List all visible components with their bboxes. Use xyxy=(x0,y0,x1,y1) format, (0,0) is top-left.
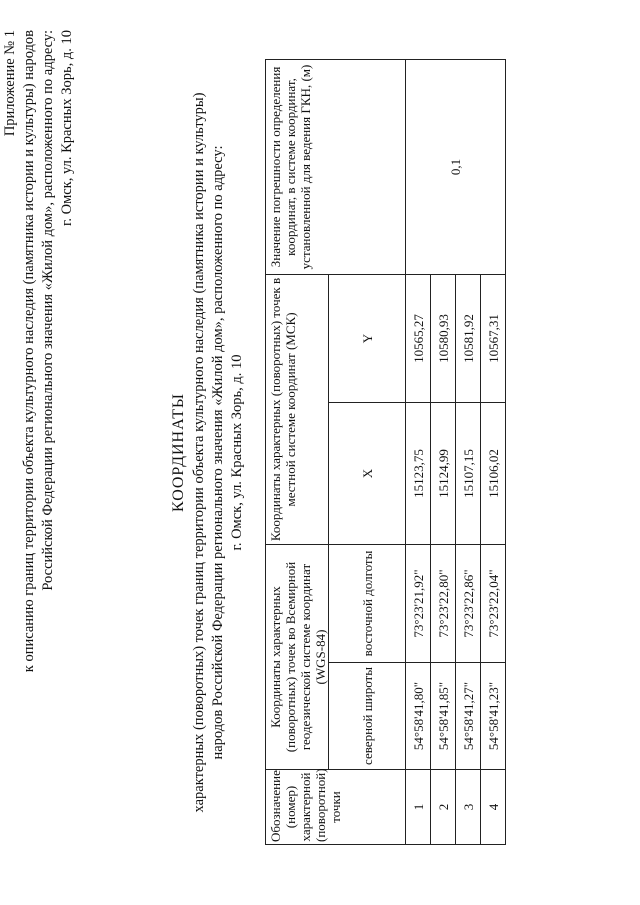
cell-lat: 54°58'41,23" xyxy=(481,663,506,770)
cell-lat: 54°58'41,85" xyxy=(431,663,456,770)
cell-x: 15106,02 xyxy=(481,403,506,545)
appendix-line-2: Российской Федерации регионального значения «Жилой дом», расположенного по адресу: xyxy=(40,30,56,591)
cell-num: 2 xyxy=(431,770,456,845)
cell-lon: 73°23'22,04" xyxy=(481,545,506,663)
coordinates-table xyxy=(265,59,506,845)
cell-num: 3 xyxy=(456,770,481,845)
header-x: X xyxy=(329,403,406,545)
cell-lon: 73°23'22,86" xyxy=(456,545,481,663)
header-lon: восточной долготы xyxy=(329,545,406,663)
cell-y: 10567,31 xyxy=(481,274,506,402)
cell-num: 1 xyxy=(406,770,431,845)
header-wgs: Координаты характерных (поворотных) точек во Всемирной геодезической системе координат (WGS-84) xyxy=(266,545,329,770)
cell-x: 15107,15 xyxy=(456,403,481,545)
header-lat: северной широты xyxy=(329,663,406,770)
page-title: КООРДИНАТЫ xyxy=(170,393,187,512)
heading-line-1: характерных (поворотных) точек границ территории объекта культурного наследия (памятника истории и культуры) xyxy=(191,92,207,813)
header-accuracy: Значение погрешности определения координат, в системе координат, установленной для ведения ГКН, (м) xyxy=(266,59,406,274)
heading-line-3: г. Омск, ул. Красных Зорь, д. 10 xyxy=(229,354,245,551)
cell-lat: 54°58'41,80" xyxy=(406,663,431,770)
appendix-label: Приложение № 1 xyxy=(2,30,18,137)
cell-y: 10580,93 xyxy=(431,274,456,402)
cell-num: 4 xyxy=(481,770,506,845)
cell-x: 15123,75 xyxy=(406,403,431,545)
header-y: Y xyxy=(329,274,406,402)
cell-y: 10581,92 xyxy=(456,274,481,402)
header-point: Обозначение (номер) характерной (поворотной) точки xyxy=(266,770,406,845)
appendix-line-3: г. Омск, ул. Красных Зорь, д. 10 xyxy=(59,30,75,226)
heading-line-2: народов Российской Федерации регионального значения «Жилой дом», расположенного по адресу: xyxy=(210,145,226,760)
table-row xyxy=(406,59,431,844)
header-msk: Координаты характерных (поворотных) точек в местной системе координат (МСК) xyxy=(266,274,329,544)
appendix-line-1: к описанию границ территории объекта культурного наследия (памятника истории и культуры) народов xyxy=(21,30,37,673)
cell-lon: 73°23'21,92" xyxy=(406,545,431,663)
cell-lat: 54°58'41,27" xyxy=(456,663,481,770)
cell-lon: 73°23'22,80" xyxy=(431,545,456,663)
cell-x: 15124,99 xyxy=(431,403,456,545)
cell-y: 10565,27 xyxy=(406,274,431,402)
cell-accuracy: 0,1 xyxy=(406,59,506,274)
